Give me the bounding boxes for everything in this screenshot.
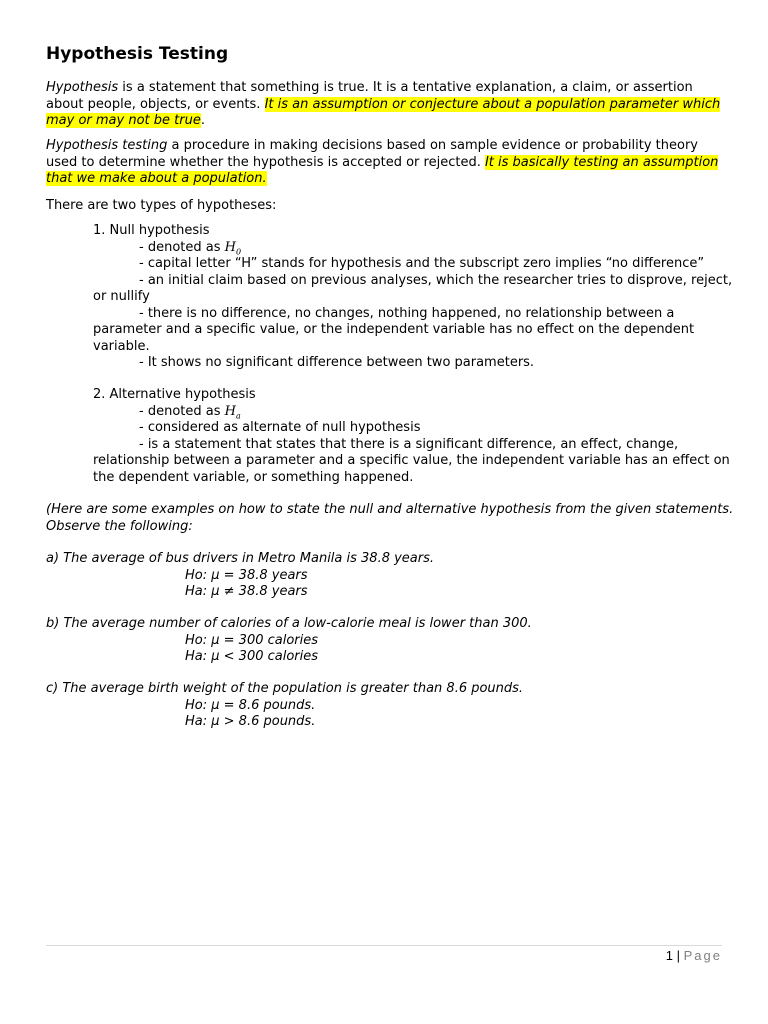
page-title: Hypothesis Testing [46,44,229,64]
null-symbol: $H_0$ [224,239,242,257]
null-denoted: - denoted as $H_0$ [139,239,242,257]
null-line-3b: or nullify [93,289,150,304]
page-footer [666,948,722,964]
footer-divider [46,945,722,946]
null-line-4a: - there is no difference, no changes, nothing happened, no relationship between a [139,305,675,321]
alt-line-3b: relationship between a parameter and a specific value, the independent variable has an effect on [93,453,730,468]
null-line-5: - It shows no significant difference between two parameters. [139,355,535,370]
hypothesis-end: . [200,113,205,128]
example-alternative: Ha: μ > 8.6 pounds. [185,714,316,729]
footer-separator: | [676,948,680,963]
hypothesis-testing-definition [46,138,726,188]
alt-symbol: $H_a$ [224,403,241,421]
examples-intro-line-2: Observe the following: [46,518,193,534]
hypothesis-term: Hypothesis [46,80,119,95]
testing-highlight: It is basically testing an assumption that we make about a population. [46,154,719,186]
alt-line-3a: - is a statement that states that there is a significant difference, an effect, change, [139,436,679,452]
example-a [46,551,736,601]
page-number: 1 [665,948,673,963]
example-null: Ho: μ = 8.6 pounds. [185,697,316,713]
testing-text: a procedure in making decisions based on sample evidence or probability theory used to determine whether the hypothesis is accepted or rejected. [46,138,698,170]
alt-line-2: - considered as alternate of null hypothesis [139,420,421,435]
null-heading: 1. Null hypothesis [93,223,210,238]
alternative-hypothesis-section [46,387,736,486]
null-line-4b: parameter and a specific value, or the independent variable has no effect on the dependent [93,322,695,337]
example-null: Ho: μ = 38.8 years [185,567,308,583]
hypothesis-highlight: It is an assumption or conjecture about a population parameter which may or may not be true [46,96,721,128]
examples-intro-line-1: (Here are some examples on how to state the null and alternative hypothesis from the given statements. [46,502,734,517]
example-b [46,616,736,666]
hypothesis-text: is a statement that something is true. It is a tentative explanation, a claim, or assertion about people, objects, or events. [46,80,693,112]
example-null: Ho: μ = 300 calories [185,632,319,648]
alt-heading: 2. Alternative hypothesis [93,387,256,402]
example-alternative: Ha: μ ≠ 38.8 years [185,584,308,599]
null-hypothesis-section [46,223,736,372]
null-line-2: - capital letter “H” stands for hypothesis and the subscript zero implies “no difference” [139,256,705,271]
alt-line-3c: the dependent variable, or something happened. [93,469,414,485]
testing-term: Hypothesis testing [46,138,168,153]
example-statement: c) The average birth weight of the population is greater than 8.6 pounds. [46,681,524,696]
examples-intro [46,502,736,535]
example-statement: b) The average number of calories of a low-calorie meal is lower than 300. [46,616,532,631]
hypothesis-definition [46,80,726,130]
page-label: Page [683,948,722,963]
null-line-4c: variable. [93,338,150,354]
null-line-3a: - an initial claim based on previous analyses, which the researcher tries to disprove, reject, [139,272,733,288]
types-intro: There are two types of hypotheses: [46,198,277,213]
example-c [46,681,736,731]
example-statement: a) The average of bus drivers in Metro Manila is 38.8 years. [46,551,435,566]
example-alternative: Ha: μ < 300 calories [185,649,319,664]
alt-denoted: - denoted as $H_a$ [139,403,241,421]
